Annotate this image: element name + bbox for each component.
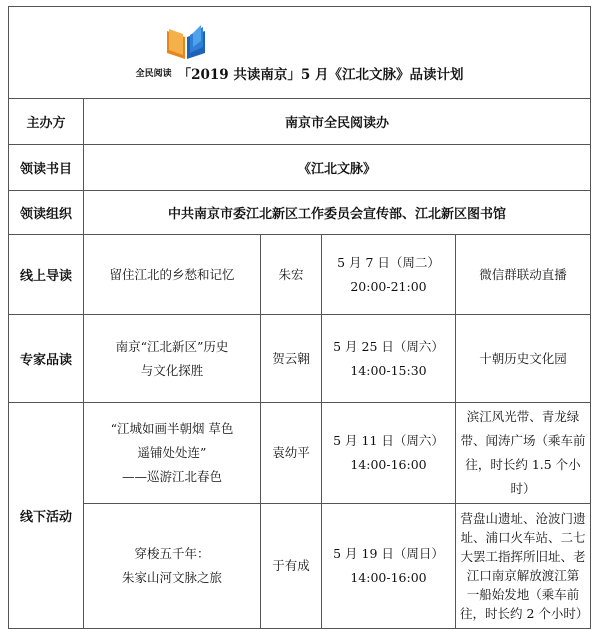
expert-date: 5 月 25 日（周六） [333,338,444,354]
offline-b-venue-line4: 江口南京解放渡江第 [466,568,580,583]
offline-a-topic-line3: ——巡游江北春色 [121,469,222,484]
online-topic: 留住江北的乡愁和记忆 [84,235,261,315]
org-row [9,191,591,235]
online-time: 20:00-21:00 [350,278,427,294]
offline-a-date: 5 月 11 日（周六） [333,433,444,448]
expert-label: 专家品读 [9,315,84,403]
offline-b-datetime [322,504,456,629]
org-label: 领读组织 [9,191,84,235]
offline-b-venue-line1: 营盘山遗址、沧波门遗 [460,511,586,526]
open-book-logo-icon [163,23,209,61]
organizer-value: 南京市全民阅读办 [84,99,591,145]
offline-b-venue-line3: 大罢工指挥所旧址、老 [460,549,586,564]
expert-topic [84,315,261,403]
expert-person: 贺云翱 [261,315,322,403]
brand-text: 全民阅读 [135,69,172,79]
online-venue: 微信群联动直播 [456,235,591,315]
offline-a-venue-line3: 往，时长约 1.5 个小时） [465,457,581,496]
expert-venue: 十朝历史文化园 [456,315,591,403]
online-date: 5 月 7 日（周二） [337,254,440,270]
offline-a-topic-line1: “江城如画半朝烟 草色 [110,421,234,436]
online-datetime [322,235,456,315]
offline-b-topic-line1: 穿梭五千年： [134,546,210,561]
expert-topic-line2: 与文化探胜 [140,362,204,378]
org-value: 中共南京市委江北新区工作委员会宣传部、江北新区图书馆 [84,191,591,235]
offline-b-venue-line6: 往，时长约 2 个小时） [460,606,589,621]
offline-row-b [9,504,591,629]
book-row [9,145,591,191]
organizer-label: 主办方 [9,99,84,145]
offline-a-venue [456,403,591,504]
offline-row-a [9,403,591,504]
online-person: 朱宏 [261,235,322,315]
book-label: 领读书目 [9,145,84,191]
expert-row [9,315,591,403]
expert-topic-line1: 南京“江北新区”历史 [115,338,229,354]
page-title: 「2019 共读南京」5 月《江北文脉》品读计划 [177,66,464,83]
reading-plan-table-container [8,6,590,621]
organizer-row [9,99,591,145]
offline-b-person: 于有成 [261,504,322,629]
offline-a-venue-line1: 滨江风光带、青龙绿 [466,409,580,424]
reading-plan-table [8,6,591,629]
offline-label: 线下活动 [9,403,84,629]
book-value: 《江北文脉》 [84,145,591,191]
offline-a-datetime [322,403,456,504]
offline-a-person: 袁幼平 [261,403,322,504]
header-row [9,7,591,99]
offline-a-topic-line2: 遥铺处处连” [137,445,207,460]
offline-b-venue-line2: 址、浦口火车站、二七 [460,530,586,545]
header-cell [9,7,591,99]
offline-b-date: 5 月 19 日（周日） [333,546,444,561]
expert-datetime [322,315,456,403]
expert-time: 14:00-15:30 [350,362,427,378]
online-row [9,235,591,315]
offline-b-venue [456,504,591,629]
offline-b-topic-line2: 朱家山河文脉之旅 [121,570,222,585]
offline-a-topic [84,403,261,504]
offline-a-venue-line2: 带、闻涛广场（乘车前 [460,433,586,448]
offline-b-venue-line5: 一船始发地（乘车前 [466,587,580,602]
offline-b-time: 14:00-16:00 [350,570,427,585]
offline-b-topic [84,504,261,629]
offline-a-time: 14:00-16:00 [350,457,427,472]
online-label: 线上导读 [9,235,84,315]
